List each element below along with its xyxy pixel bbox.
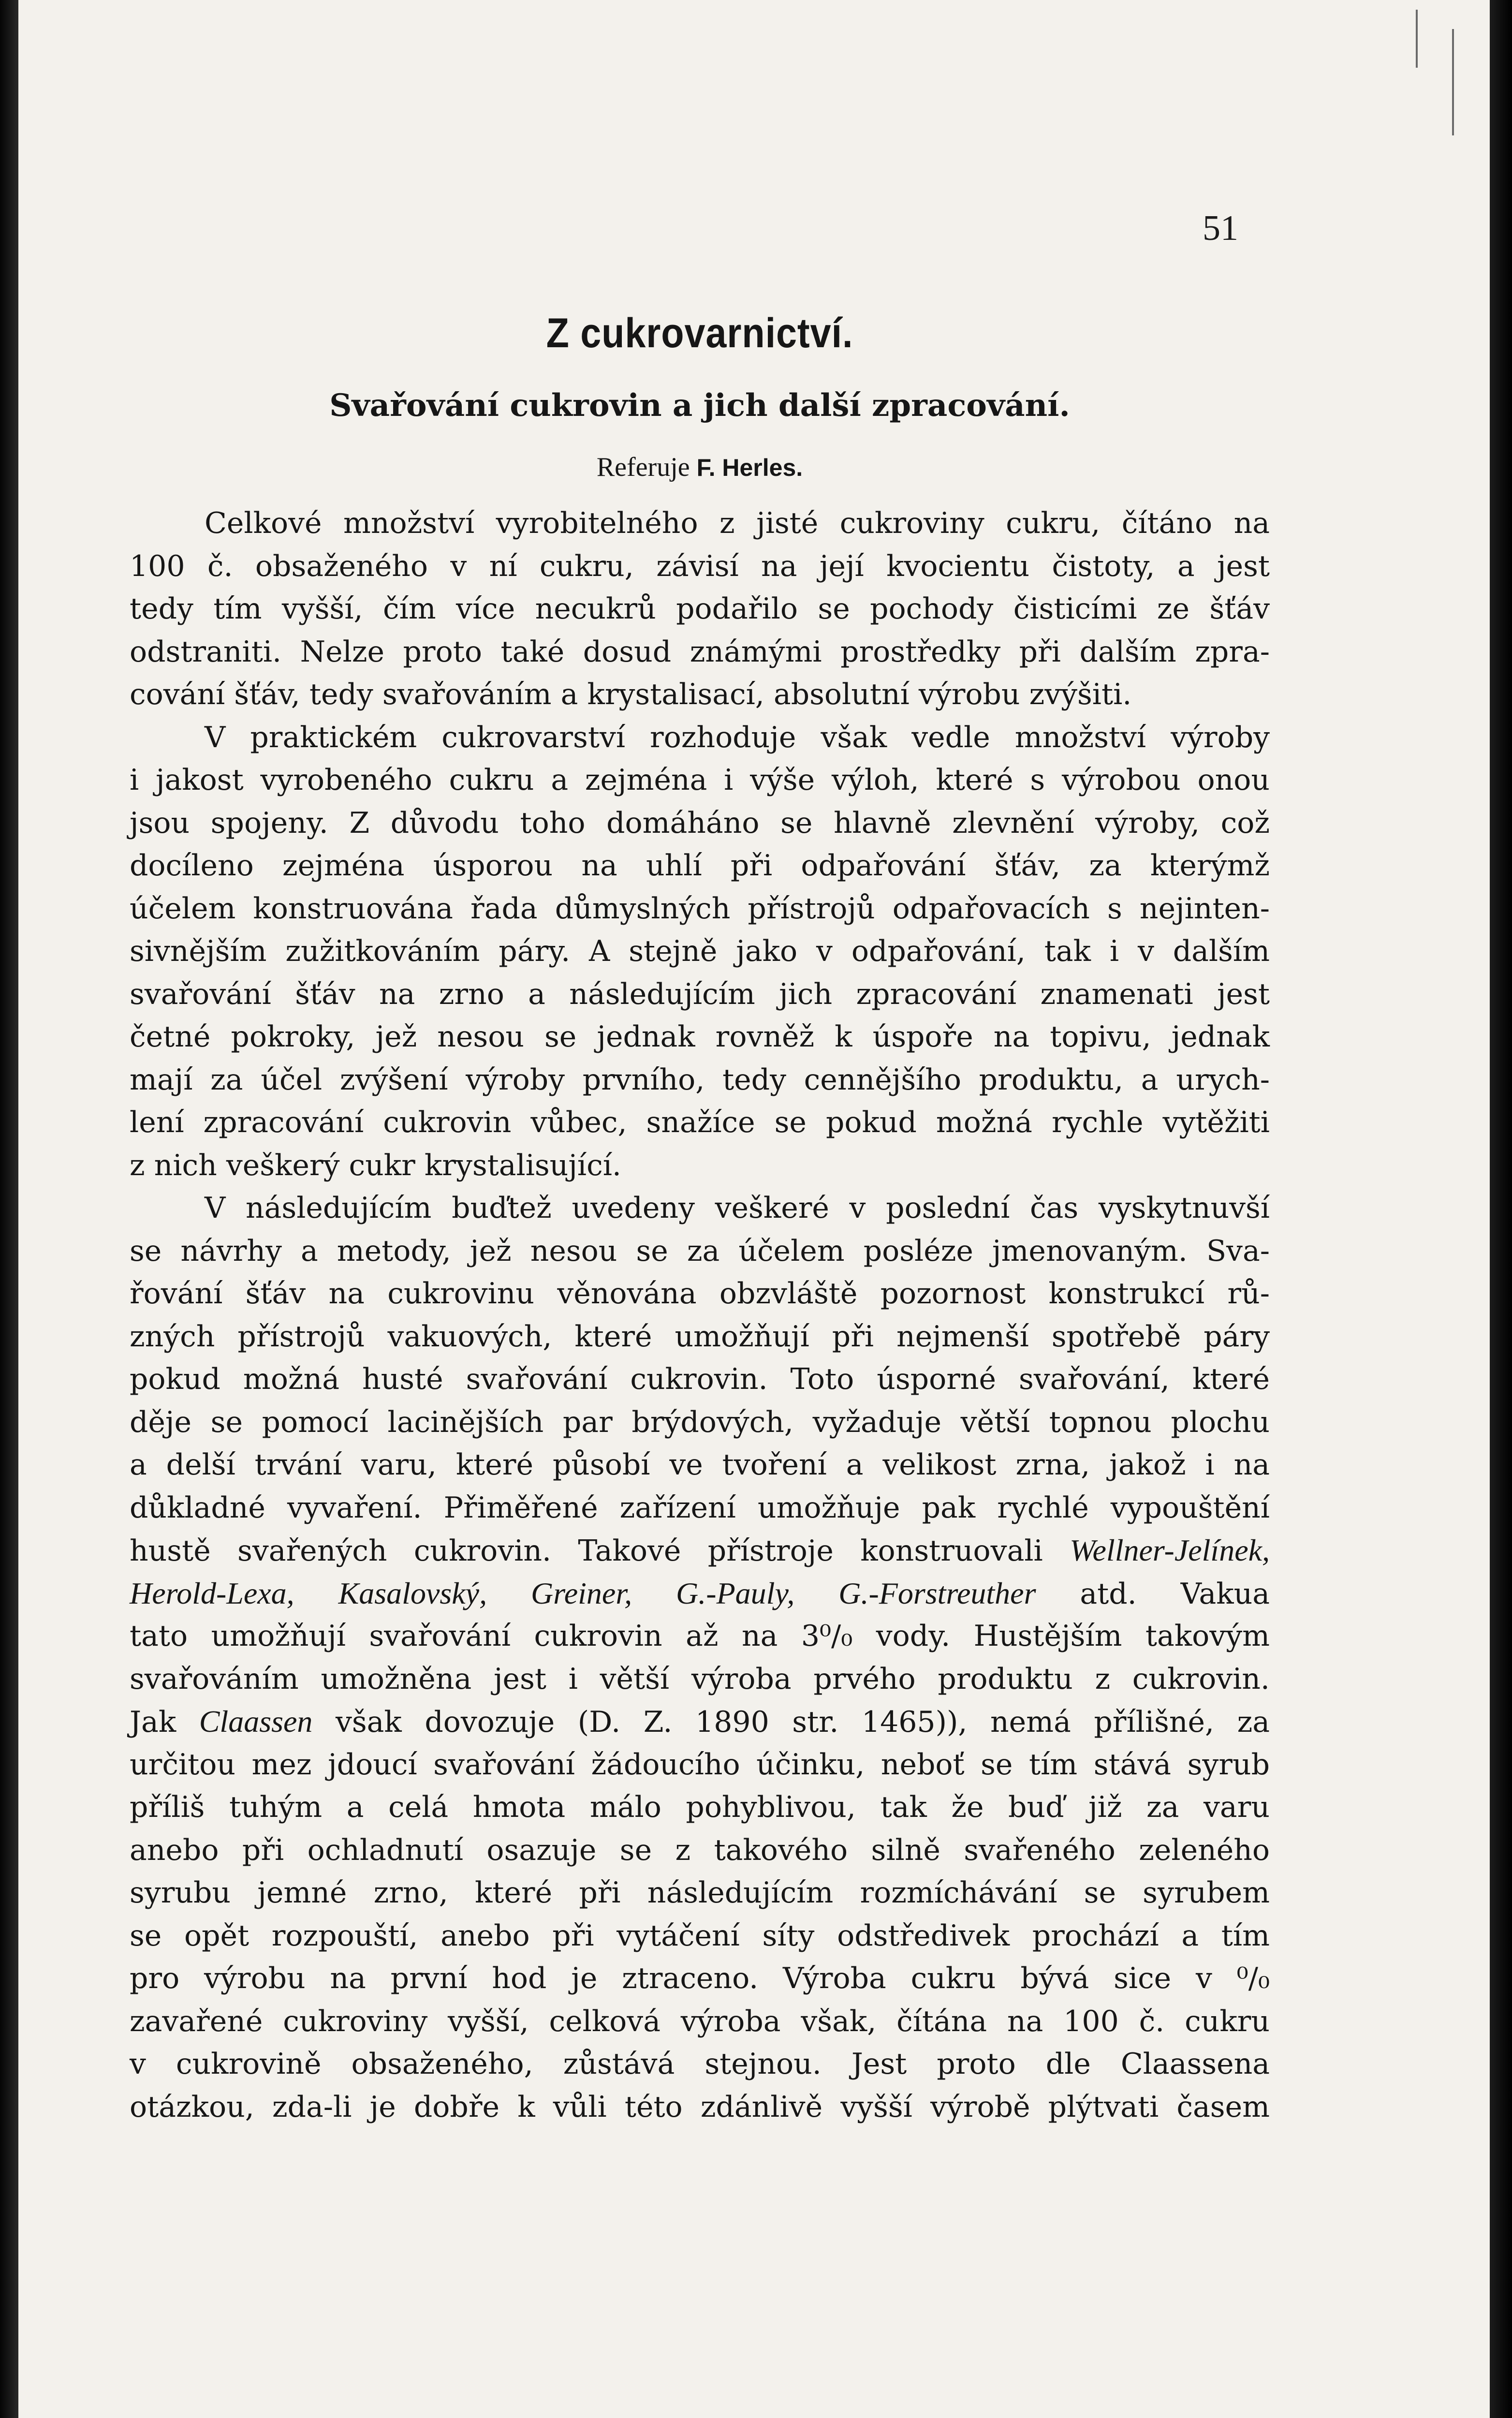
scan-edge-left: [0, 0, 18, 2418]
text-line: anebo při ochladnutí osazuje se z takového silně svařeného zeleného: [130, 1833, 1270, 1867]
text-line: děje se pomocí lacinějších par brýdových, vyžaduje větší topnou plochu: [130, 1405, 1270, 1439]
text-line: V následujícím buďtež uvedeny veškeré v poslední čas vyskytnuvší: [205, 1191, 1270, 1225]
text-line: odstraniti. Nelze proto také dosud známými prostředky při dalším zpra-: [130, 634, 1270, 669]
text-line: tato umožňují svařování cukrovin až na 3⁰/₀ vody. Hustějším takovým: [130, 1619, 1270, 1653]
text-line: z nich veškerý cukr krystalisující.: [130, 1148, 621, 1182]
italic-name: G.-Pauly,: [676, 1576, 795, 1610]
italic-name: Claassen: [199, 1704, 313, 1739]
text-line: docíleno zejména úsporou na uhlí při odpařování šťáv, za kterýmž: [130, 849, 1270, 883]
article-title: Z cukrovarnictví.: [546, 310, 853, 356]
text-line: 100 č. obsaženého v ní cukru, závisí na její kvocientu čistoty, a jest: [130, 549, 1270, 583]
text-line: pro výrobu na první hod je ztraceno. Výroba cukru bývá sice v ⁰/₀: [130, 1961, 1270, 1995]
page-number: 51: [1203, 208, 1238, 248]
text-line: mají za účel zvýšení výroby prvního, tedy cennějšího produktu, a urych-: [130, 1062, 1270, 1097]
italic-name: Kasalovský,: [338, 1576, 487, 1610]
byline: [130, 452, 1270, 483]
text-line: syrubu jemné zrno, které při následujícím rozmíchávání se syrubem: [130, 1876, 1270, 1910]
text-line: svařování šťáv na zrno a následujícím jich zpracování znamenati jest: [130, 977, 1270, 1011]
text-line: zných přístrojů vakuových, které umožňují při nejmenší spotřebě páry: [130, 1319, 1270, 1354]
text-line: V praktickém cukrovarství rozhoduje však vedle množství výroby: [205, 720, 1270, 754]
text-line: Herold-Lexa, Kasalovský, Greiner, G.-Pauly, G.-Forstreuther atd. Vakua: [130, 1576, 1270, 1611]
text-line: svařováním umožněna jest i větší výroba prvého produktu z cukrovin.: [130, 1662, 1270, 1696]
book-page: [18, 0, 1490, 2418]
text-line: a delší trvání varu, které působí ve tvoření a velikost zrna, jakož i na: [130, 1448, 1270, 1482]
text-line: pokud možná husté svařování cukrovin. Toto úsporné svařování, které: [130, 1362, 1270, 1396]
italic-name: Herold-Lexa,: [130, 1576, 294, 1610]
text-line: lení zpracování cukrovin vůbec, snažíce se pokud možná rychle vytěžiti: [130, 1106, 1270, 1139]
byline-prefix: Referuje: [596, 452, 690, 482]
text-line: Jak Claassen však dovozuje (D. Z. 1890 str. 1465)), nemá přílišné, za: [130, 1704, 1270, 1739]
text-line: příliš tuhým a celá hmota málo pohyblivou, tak že buď již za varu: [130, 1790, 1270, 1824]
text-line: zavařené cukroviny vyšší, celková výroba však, čítána na 100 č. cukru: [130, 2004, 1270, 2038]
text-line: se opět rozpouští, anebo při vytáčení síty odstředivek prochází a tím: [130, 1918, 1270, 1953]
text-line: řování šťáv na cukrovinu věnována obzvláště pozornost konstrukcí rů-: [130, 1277, 1270, 1311]
byline-author: F. Herles.: [696, 454, 803, 481]
article-subtitle: Svařování cukrovin a jich další zpracování.: [329, 387, 1070, 424]
text-line: i jakost vyrobeného cukru a zejména i výše výloh, které s výrobou onou: [130, 763, 1270, 797]
scan-artifact: [1416, 10, 1418, 68]
text-line: určitou mez jdoucí svařování žádoucího účinku, neboť se tím stává syrub: [130, 1747, 1270, 1782]
text-line: Celkové množství vyrobitelného z jisté cukroviny cukru, čítáno na: [205, 506, 1270, 540]
italic-name: Greiner,: [530, 1576, 632, 1610]
text-line: se návrhy a metody, jež nesou se za účelem posléze jmenovaným. Sva-: [130, 1234, 1270, 1268]
text-line: četné pokroky, jež nesou se jednak rovněž k úspoře na topivu, jednak: [130, 1020, 1270, 1054]
text-line: hustě svařených cukrovin. Takové přístroje konstruovali Wellner-Jelínek,: [130, 1533, 1270, 1568]
text-line: sivnějším zužitkováním páry. A stejně jako v odpařování, tak i v dalším: [130, 934, 1270, 968]
article-body: [130, 502, 1270, 2128]
text-line: důkladné vyvaření. Přiměřené zařízení umožňuje pak rychlé vypouštění: [130, 1490, 1270, 1525]
text-line: účelem konstruována řada důmyslných přístrojů odpařovacích s nejinten-: [130, 891, 1270, 926]
text-column: [130, 310, 1270, 2128]
text-line: v cukrovině obsaženého, zůstává stejnou. Jest proto dle Claassena: [130, 2047, 1270, 2081]
scan-artifact: [1452, 29, 1454, 135]
scan-edge-right: [1490, 0, 1512, 2418]
text-line: cování šťáv, tedy svařováním a krystalisací, absolutní výrobu zvýšiti.: [130, 678, 1132, 711]
text-line: jsou spojeny. Z důvodu toho domáháno se hlavně zlevnění výroby, což: [130, 806, 1270, 840]
text-line: otázkou, zda-li je dobře k vůli této zdánlivě vyšší výrobě plýtvati časem: [130, 2090, 1270, 2124]
text-line: tedy tím vyšší, čím více necukrů podařilo se pochody čisticími ze šťáv: [130, 592, 1270, 626]
italic-name: G.-Forstreuther: [838, 1576, 1036, 1610]
italic-name: Wellner-Jelínek,: [1070, 1533, 1270, 1567]
